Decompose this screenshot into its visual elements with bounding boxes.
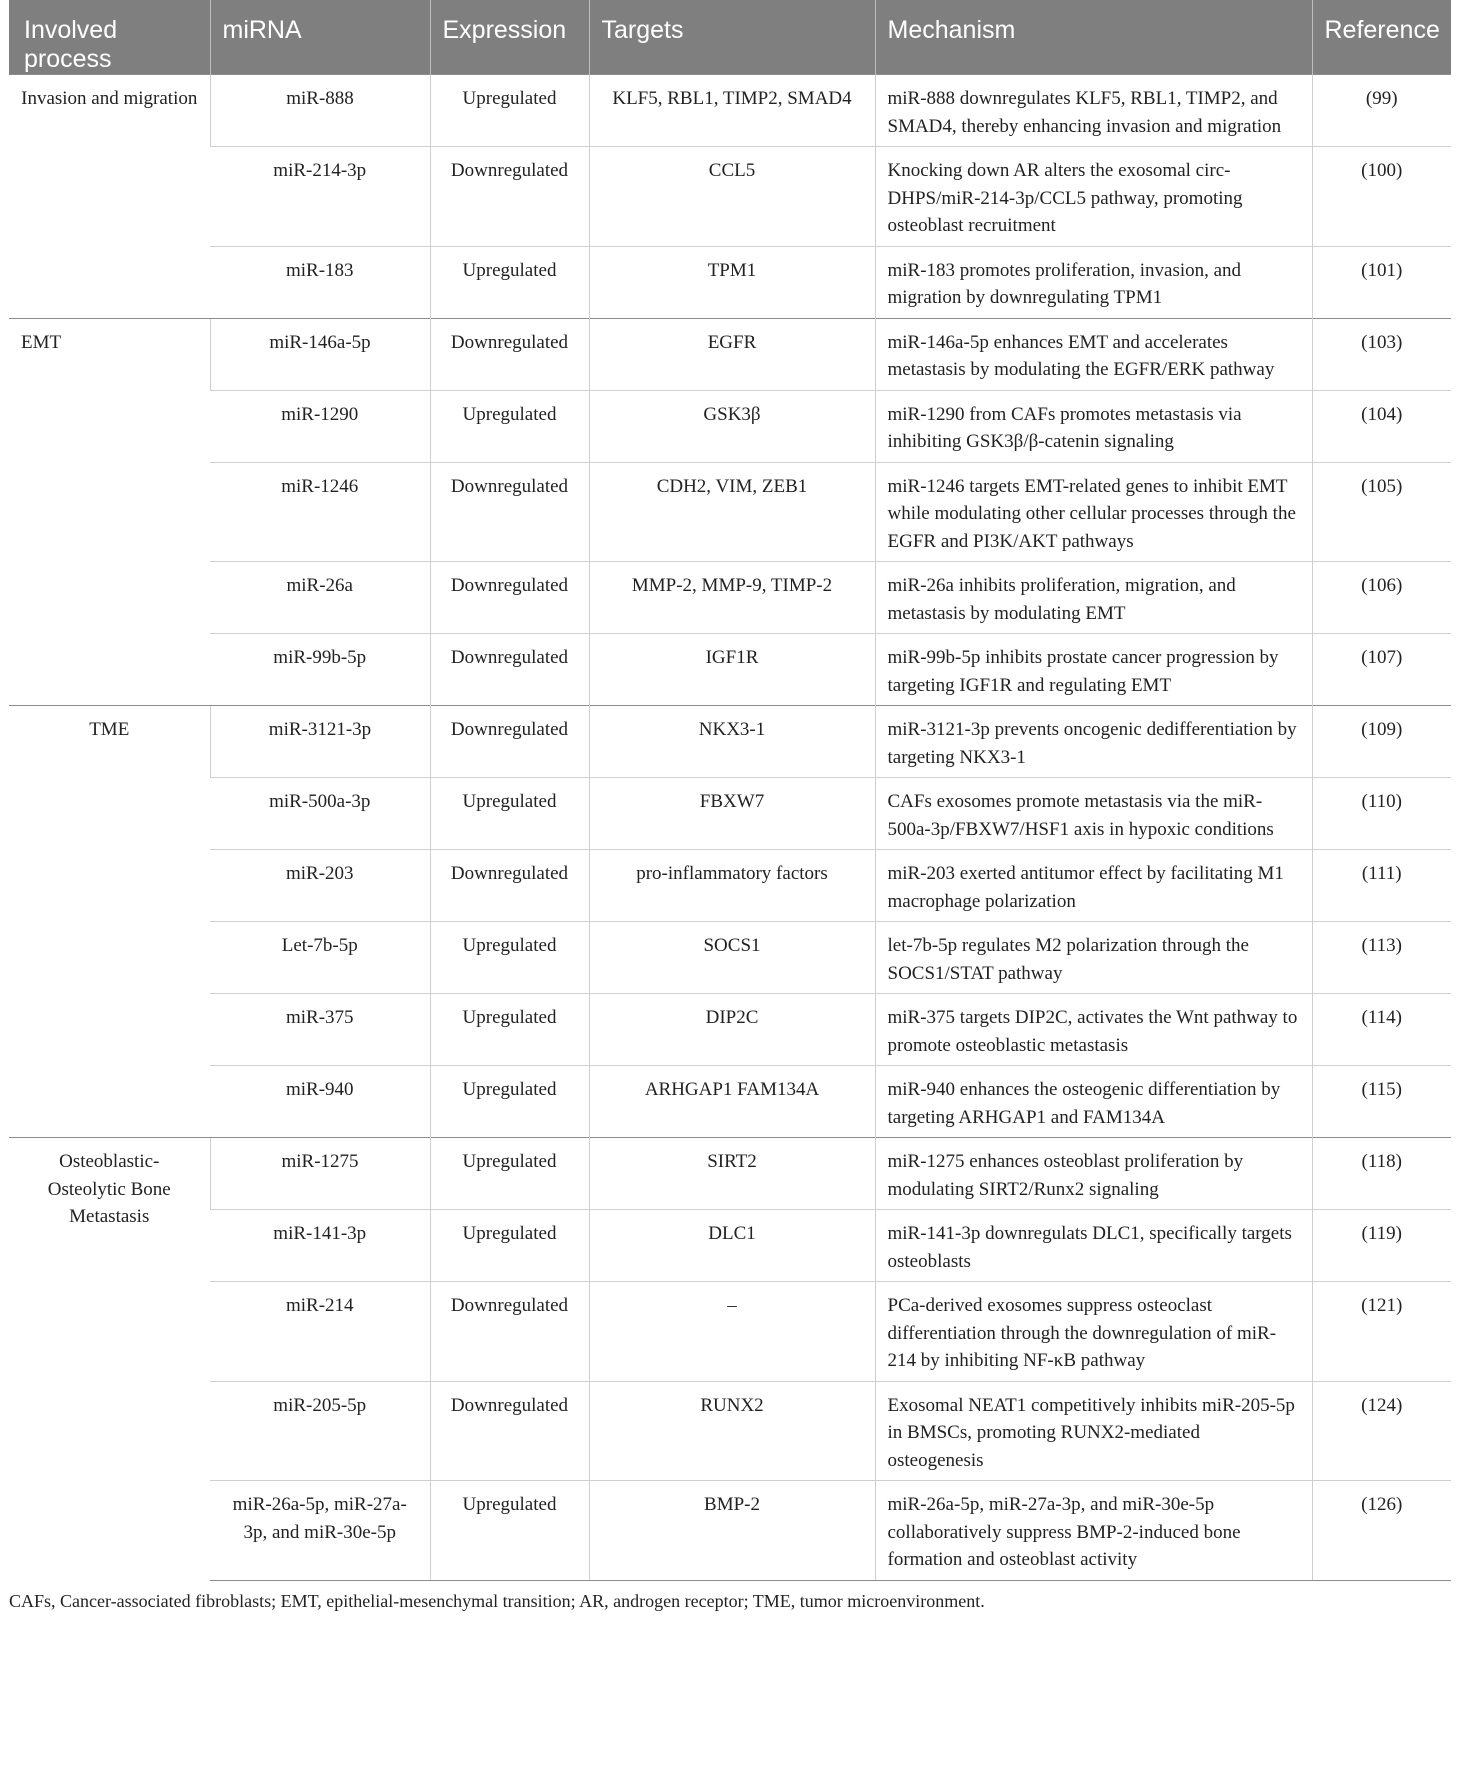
reference-cell: (121) xyxy=(1312,1282,1451,1382)
mechanism-cell: miR-940 enhances the osteogenic differentiation by targeting ARHGAP1 and FAM134A xyxy=(875,1066,1312,1138)
reference-cell: (115) xyxy=(1312,1066,1451,1138)
mechanism-cell: miR-146a-5p enhances EMT and accelerates metastasis by modulating the EGFR/ERK pathway xyxy=(875,318,1312,390)
mechanism-cell: miR-99b-5p inhibits prostate cancer progression by targeting IGF1R and regulating EMT xyxy=(875,634,1312,706)
mechanism-cell: miR-888 downregulates KLF5, RBL1, TIMP2, and SMAD4, thereby enhancing invasion and migration xyxy=(875,75,1312,147)
mirna-cell: miR-205-5p xyxy=(210,1381,430,1481)
process-cell: EMT xyxy=(9,318,210,706)
expression-cell: Downregulated xyxy=(430,706,589,778)
header-expression: Expression xyxy=(430,0,589,75)
mirna-cell: miR-1275 xyxy=(210,1138,430,1210)
table-body xyxy=(9,75,1451,1581)
mirna-cell: miR-183 xyxy=(210,246,430,318)
mirna-cell: miR-1290 xyxy=(210,390,430,462)
mirna-cell: Let-7b-5p xyxy=(210,922,430,994)
mechanism-cell: miR-3121-3p prevents oncogenic dedifferentiation by targeting NKX3-1 xyxy=(875,706,1312,778)
footnote: CAFs, Cancer-associated fibroblasts; EMT, epithelial-mesenchymal transition; AR, androgen receptor; TME, tumor microenvironment. xyxy=(9,1590,985,1611)
mechanism-cell: miR-141-3p downregulats DLC1, specifically targets osteoblasts xyxy=(875,1210,1312,1282)
targets-cell: NKX3-1 xyxy=(589,706,875,778)
expression-cell: Upregulated xyxy=(430,1481,589,1581)
expression-cell: Downregulated xyxy=(430,147,589,247)
table-row xyxy=(9,1138,1451,1210)
table-row xyxy=(9,994,1451,1066)
table-row xyxy=(9,922,1451,994)
reference-cell: (114) xyxy=(1312,994,1451,1066)
header-targets: Targets xyxy=(589,0,875,75)
mechanism-cell: CAFs exosomes promote metastasis via the miR-500a-3p/FBXW7/HSF1 axis in hypoxic conditions xyxy=(875,778,1312,850)
process-cell: Osteoblastic-Osteolytic Bone Metastasis xyxy=(9,1138,210,1581)
table-row xyxy=(9,390,1451,462)
targets-cell: RUNX2 xyxy=(589,1381,875,1481)
mirna-cell: miR-203 xyxy=(210,850,430,922)
targets-cell: BMP-2 xyxy=(589,1481,875,1581)
mechanism-cell: Exosomal NEAT1 competitively inhibits miR-205-5p in BMSCs, promoting RUNX2-mediated osteogenesis xyxy=(875,1381,1312,1481)
reference-cell: (109) xyxy=(1312,706,1451,778)
process-cell: Invasion and migration xyxy=(9,75,210,319)
reference-cell: (101) xyxy=(1312,246,1451,318)
table-row xyxy=(9,778,1451,850)
table-row xyxy=(9,462,1451,562)
table-row xyxy=(9,1066,1451,1138)
mechanism-cell: let-7b-5p regulates M2 polarization through the SOCS1/STAT pathway xyxy=(875,922,1312,994)
targets-cell: KLF5, RBL1, TIMP2, SMAD4 xyxy=(589,75,875,147)
mechanism-cell: miR-203 exerted antitumor effect by facilitating M1 macrophage polarization xyxy=(875,850,1312,922)
expression-cell: Upregulated xyxy=(430,1138,589,1210)
table-row xyxy=(9,634,1451,706)
expression-cell: Downregulated xyxy=(430,318,589,390)
expression-cell: Upregulated xyxy=(430,390,589,462)
mirna-cell: miR-1246 xyxy=(210,462,430,562)
expression-cell: Upregulated xyxy=(430,778,589,850)
targets-cell: TPM1 xyxy=(589,246,875,318)
header-process: Involved process xyxy=(9,0,210,75)
expression-cell: Downregulated xyxy=(430,462,589,562)
targets-cell: SOCS1 xyxy=(589,922,875,994)
targets-cell: EGFR xyxy=(589,318,875,390)
header-mirna: miRNA xyxy=(210,0,430,75)
mechanism-cell: PCa-derived exosomes suppress osteoclast differentiation through the downregulation of miR-214 by inhibiting NF-κB pathway xyxy=(875,1282,1312,1382)
expression-cell: Upregulated xyxy=(430,1066,589,1138)
expression-cell: Upregulated xyxy=(430,1210,589,1282)
mirna-cell: miR-141-3p xyxy=(210,1210,430,1282)
mirna-cell: miR-375 xyxy=(210,994,430,1066)
expression-cell: Downregulated xyxy=(430,562,589,634)
mechanism-cell: miR-26a-5p, miR-27a-3p, and miR-30e-5p collaboratively suppress BMP-2-induced bone formation and osteoblast activity xyxy=(875,1481,1312,1581)
header-row xyxy=(9,0,1451,75)
reference-cell: (110) xyxy=(1312,778,1451,850)
mechanism-cell: miR-1290 from CAFs promotes metastasis via inhibiting GSK3β/β-catenin signaling xyxy=(875,390,1312,462)
targets-cell: GSK3β xyxy=(589,390,875,462)
table-row xyxy=(9,562,1451,634)
mirna-table xyxy=(9,0,1451,1581)
mechanism-cell: miR-1275 enhances osteoblast proliferation by modulating SIRT2/Runx2 signaling xyxy=(875,1138,1312,1210)
targets-cell: DLC1 xyxy=(589,1210,875,1282)
table-row xyxy=(9,1381,1451,1481)
expression-cell: Downregulated xyxy=(430,1282,589,1382)
mirna-cell: miR-26a-5p, miR-27a-3p, and miR-30e-5p xyxy=(210,1481,430,1581)
reference-cell: (104) xyxy=(1312,390,1451,462)
mirna-cell: miR-26a xyxy=(210,562,430,634)
targets-cell: – xyxy=(589,1282,875,1382)
table-row xyxy=(9,706,1451,778)
mirna-cell: miR-888 xyxy=(210,75,430,147)
reference-cell: (118) xyxy=(1312,1138,1451,1210)
mirna-cell: miR-500a-3p xyxy=(210,778,430,850)
mirna-cell: miR-940 xyxy=(210,1066,430,1138)
mirna-cell: miR-214-3p xyxy=(210,147,430,247)
reference-cell: (103) xyxy=(1312,318,1451,390)
targets-cell: CCL5 xyxy=(589,147,875,247)
reference-cell: (100) xyxy=(1312,147,1451,247)
reference-cell: (105) xyxy=(1312,462,1451,562)
mirna-cell: miR-146a-5p xyxy=(210,318,430,390)
mirna-cell: miR-3121-3p xyxy=(210,706,430,778)
expression-cell: Downregulated xyxy=(430,634,589,706)
mechanism-cell: miR-375 targets DIP2C, activates the Wnt pathway to promote osteoblastic metastasis xyxy=(875,994,1312,1066)
targets-cell: FBXW7 xyxy=(589,778,875,850)
table-row xyxy=(9,1481,1451,1581)
expression-cell: Downregulated xyxy=(430,850,589,922)
table-container xyxy=(9,0,1451,1612)
process-cell: TME xyxy=(9,706,210,1138)
mechanism-cell: Knocking down AR alters the exosomal circ-DHPS/miR-214-3p/CCL5 pathway, promoting osteoblast recruitment xyxy=(875,147,1312,247)
targets-cell: ARHGAP1 FAM134A xyxy=(589,1066,875,1138)
expression-cell: Upregulated xyxy=(430,922,589,994)
mechanism-cell: miR-1246 targets EMT-related genes to inhibit EMT while modulating other cellular processes through the EGFR and PI3K/AKT pathways xyxy=(875,462,1312,562)
mechanism-cell: miR-26a inhibits proliferation, migration, and metastasis by modulating EMT xyxy=(875,562,1312,634)
header-mechanism: Mechanism xyxy=(875,0,1312,75)
expression-cell: Upregulated xyxy=(430,994,589,1066)
table-row xyxy=(9,318,1451,390)
header-reference: Reference xyxy=(1312,0,1451,75)
targets-cell: pro-inflammatory factors xyxy=(589,850,875,922)
reference-cell: (119) xyxy=(1312,1210,1451,1282)
mirna-cell: miR-99b-5p xyxy=(210,634,430,706)
reference-cell: (124) xyxy=(1312,1381,1451,1481)
reference-cell: (99) xyxy=(1312,75,1451,147)
table-row xyxy=(9,850,1451,922)
reference-cell: (106) xyxy=(1312,562,1451,634)
table-row xyxy=(9,1210,1451,1282)
targets-cell: CDH2, VIM, ZEB1 xyxy=(589,462,875,562)
reference-cell: (113) xyxy=(1312,922,1451,994)
mechanism-cell: miR-183 promotes proliferation, invasion, and migration by downregulating TPM1 xyxy=(875,246,1312,318)
targets-cell: MMP-2, MMP-9, TIMP-2 xyxy=(589,562,875,634)
reference-cell: (107) xyxy=(1312,634,1451,706)
table-row xyxy=(9,147,1451,247)
table-row xyxy=(9,246,1451,318)
expression-cell: Upregulated xyxy=(430,246,589,318)
expression-cell: Upregulated xyxy=(430,75,589,147)
mirna-cell: miR-214 xyxy=(210,1282,430,1382)
targets-cell: DIP2C xyxy=(589,994,875,1066)
reference-cell: (126) xyxy=(1312,1481,1451,1581)
targets-cell: IGF1R xyxy=(589,634,875,706)
expression-cell: Downregulated xyxy=(430,1381,589,1481)
table-row xyxy=(9,1282,1451,1382)
targets-cell: SIRT2 xyxy=(589,1138,875,1210)
table-row xyxy=(9,75,1451,147)
reference-cell: (111) xyxy=(1312,850,1451,922)
